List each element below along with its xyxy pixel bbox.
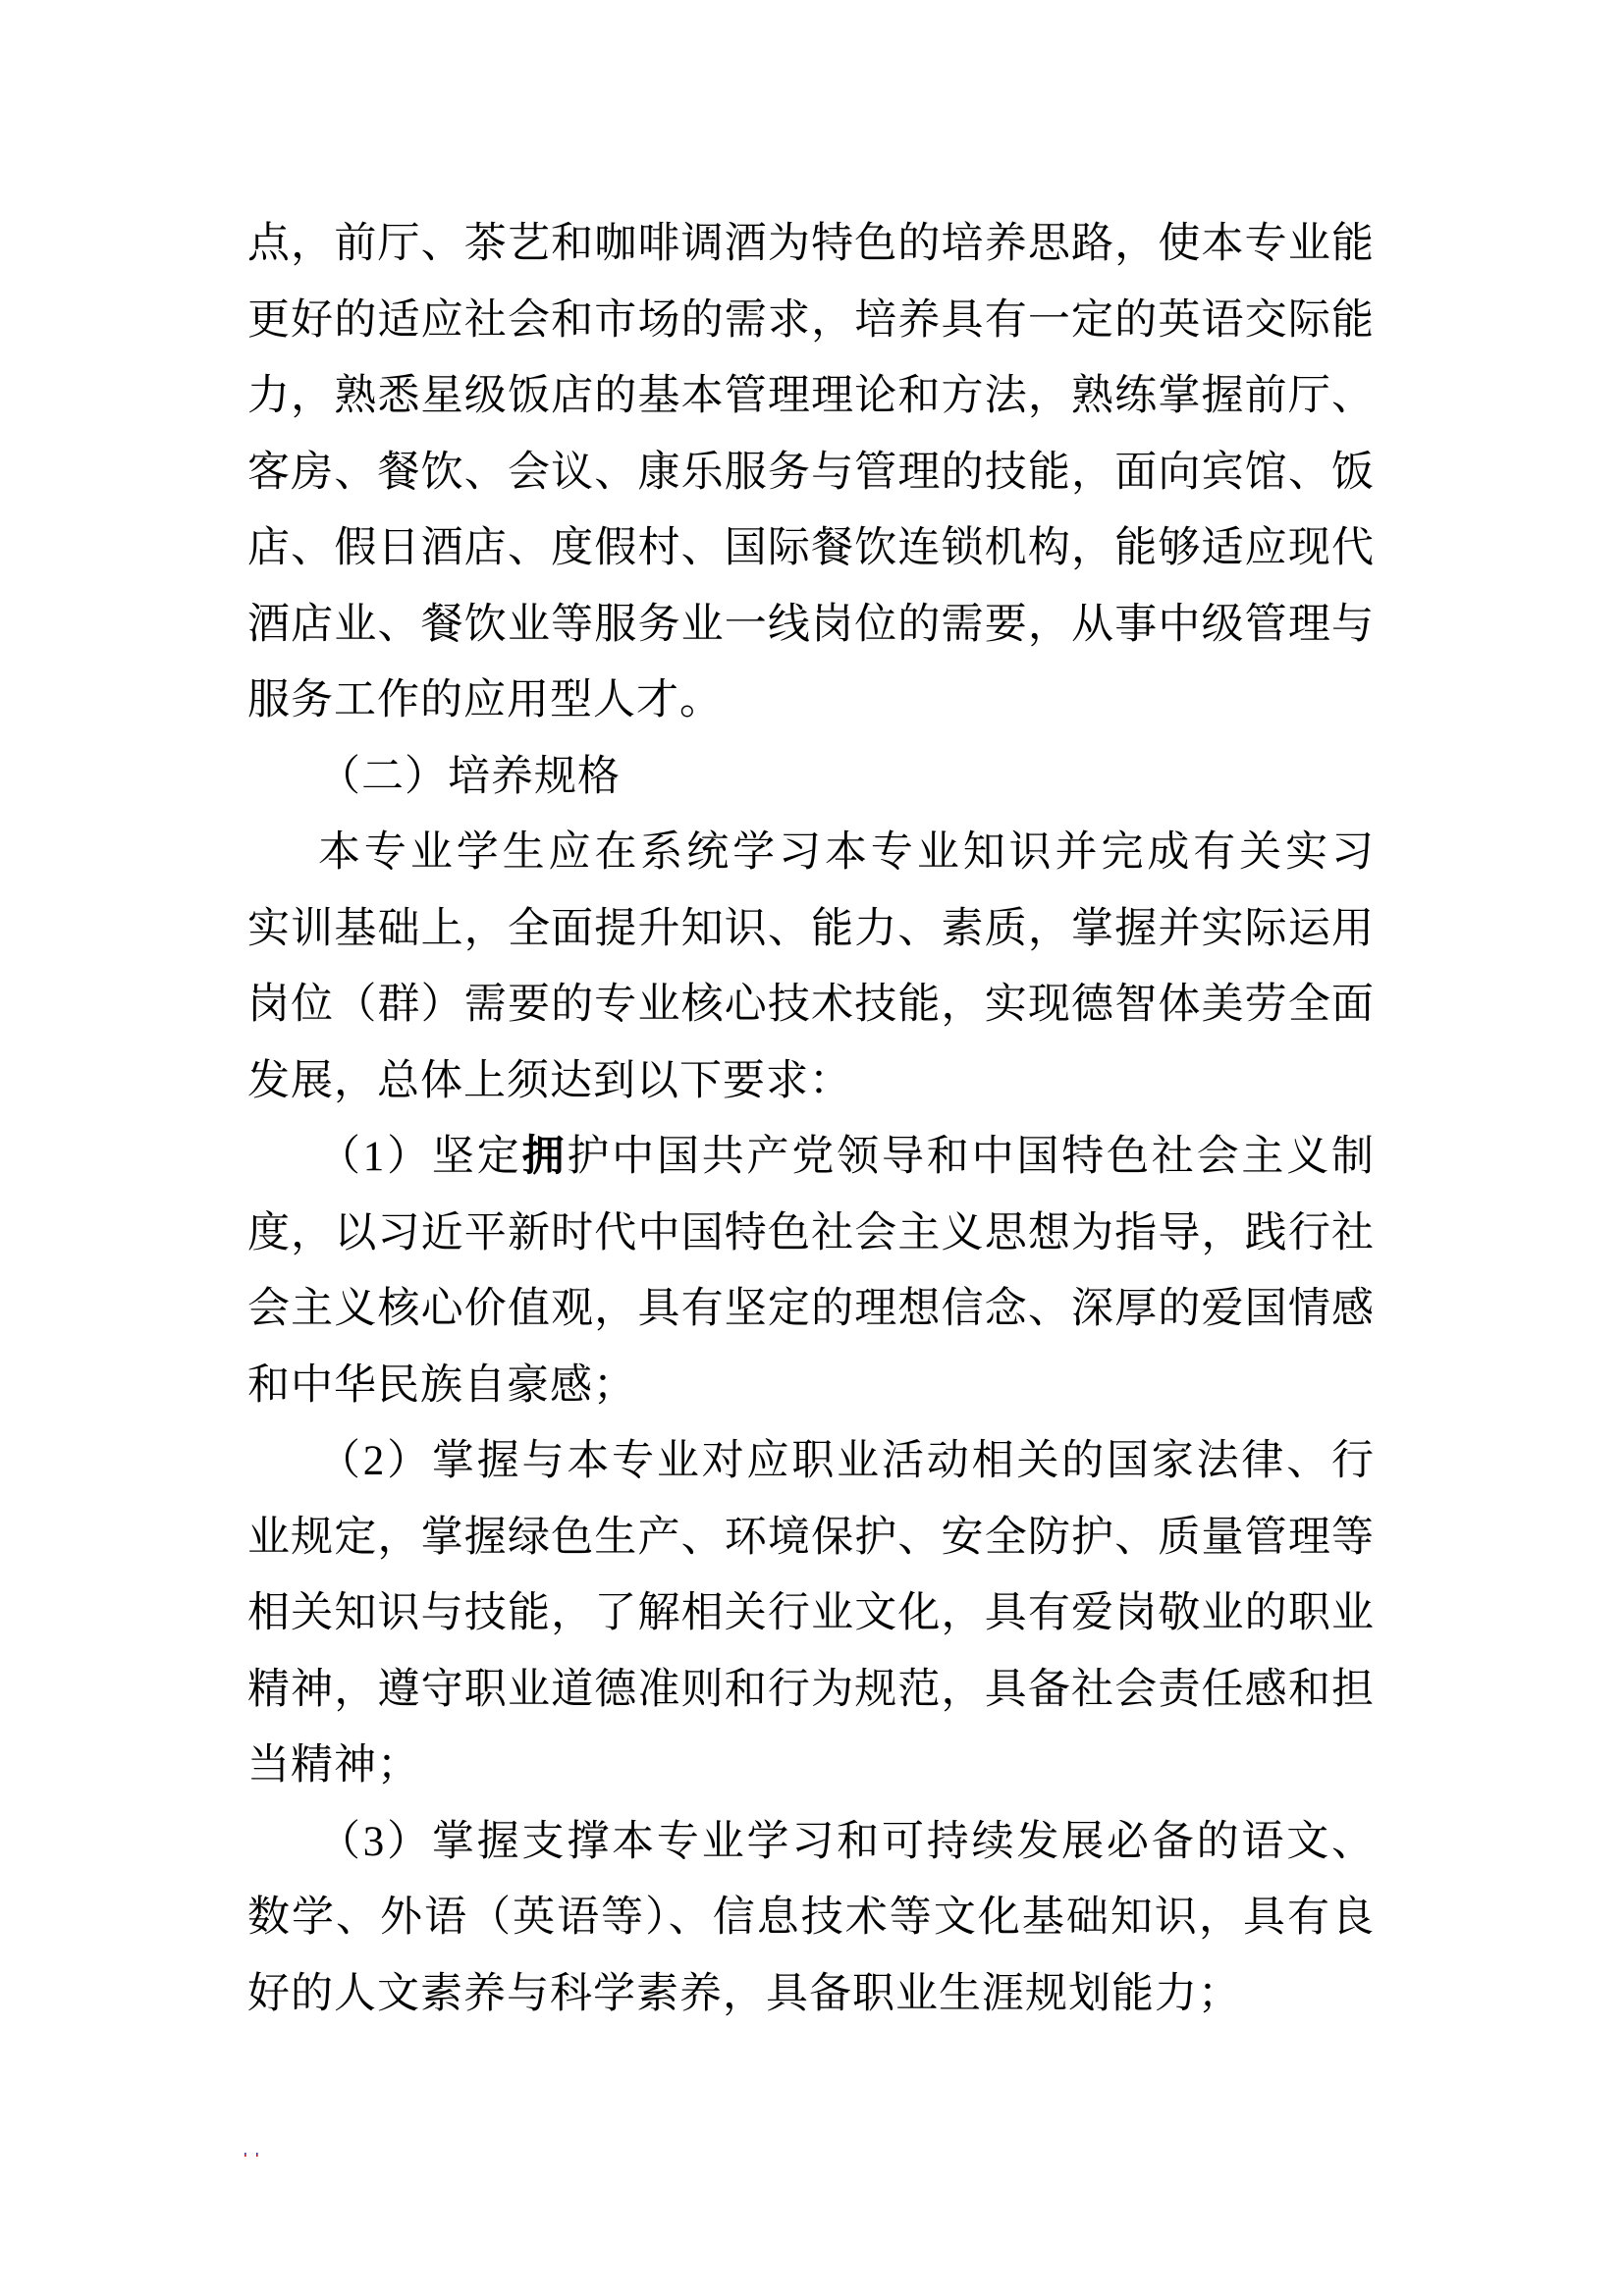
text-segment: 和中华民族自豪感； bbox=[247, 1362, 636, 1409]
document-body bbox=[247, 206, 1375, 2032]
text-line bbox=[247, 358, 1375, 435]
text-line bbox=[247, 1196, 1375, 1272]
text-segment: 实训基础上，全面提升知识、能力、素质，掌握并实际运用 bbox=[247, 905, 1375, 952]
text-line bbox=[247, 1575, 1375, 1652]
text-segment: 力，熟悉星级饭店的基本管理理论和方法，熟练掌握前厅、 bbox=[247, 373, 1375, 419]
text-segment: 数学、外语（英语等）、信息技术等文化基础知识，具有良 bbox=[247, 1895, 1375, 1941]
text-line bbox=[247, 1956, 1375, 2033]
text-segment: （二）培养规格 bbox=[318, 753, 621, 800]
page-bottom-artifact-dots: .. bbox=[242, 2144, 265, 2159]
text-line bbox=[247, 1652, 1375, 1729]
text-line bbox=[247, 1348, 1375, 1424]
text-segment: 业规定，掌握绿色生产、环境保护、安全防护、质量管理等 bbox=[247, 1514, 1375, 1561]
text-segment: 度，以习近平新时代中国特色社会主义思想为指导，践行社 bbox=[247, 1209, 1375, 1256]
text-line bbox=[247, 1043, 1375, 1120]
text-line bbox=[247, 739, 1375, 816]
text-line bbox=[247, 891, 1375, 968]
text-line bbox=[247, 1119, 1375, 1196]
text-line bbox=[247, 967, 1375, 1043]
text-line bbox=[247, 815, 1375, 891]
emphasized-character: 拥 bbox=[521, 1134, 568, 1180]
text-line bbox=[247, 587, 1375, 664]
text-segment: （2）掌握与本专业对应职业活动相关的国家法律、行 bbox=[318, 1438, 1375, 1484]
text-line bbox=[247, 1880, 1375, 1956]
text-segment: 岗位（群）需要的专业核心技术技能，实现德智体美劳全面 bbox=[247, 982, 1375, 1028]
text-line bbox=[247, 1271, 1375, 1348]
text-line bbox=[247, 1423, 1375, 1500]
text-segment: 店、假日酒店、度假村、国际餐饮连锁机构，能够适应现代 bbox=[247, 525, 1375, 571]
text-segment: （3）掌握支撑本专业学习和可持续发展必备的语文、 bbox=[318, 1818, 1375, 1865]
text-segment: 会主义核心价值观，具有坚定的理想信念、深厚的爱国情感 bbox=[247, 1286, 1375, 1332]
text-line bbox=[247, 663, 1375, 739]
text-segment: 护中国共产党领导和中国特色社会主义制 bbox=[567, 1134, 1376, 1180]
text-line bbox=[247, 435, 1375, 511]
text-segment: 相关知识与技能，了解相关行业文化，具有爱岗敬业的职业 bbox=[247, 1590, 1375, 1636]
text-segment: （1）坚定 bbox=[318, 1134, 522, 1180]
text-line bbox=[247, 1804, 1375, 1881]
text-segment: 酒店业、餐饮业等服务业一线岗位的需要，从事中级管理与 bbox=[247, 601, 1375, 648]
text-line bbox=[247, 510, 1375, 587]
text-segment: 当精神； bbox=[247, 1742, 420, 1789]
text-line bbox=[247, 206, 1375, 283]
text-segment: 服务工作的应用型人才。 bbox=[247, 677, 723, 723]
text-segment: 更好的适应社会和市场的需求，培养具有一定的英语交际能 bbox=[247, 296, 1375, 344]
text-segment: 精神，遵守职业道德准则和行为规范，具备社会责任感和担 bbox=[247, 1666, 1375, 1713]
text-line bbox=[247, 283, 1375, 359]
text-segment: 客房、餐饮、会议、康乐服务与管理的技能，面向宾馆、饭 bbox=[247, 449, 1375, 496]
text-line bbox=[247, 1728, 1375, 1804]
text-line bbox=[247, 1500, 1375, 1576]
text-segment: 好的人文素养与科学素养，具备职业生涯规划能力； bbox=[247, 1970, 1241, 2017]
text-segment: 本专业学生应在系统学习本专业知识并完成有关实习 bbox=[318, 829, 1375, 876]
text-segment: 发展，总体上须达到以下要求： bbox=[247, 1057, 852, 1104]
text-segment: 点，前厅、茶艺和咖啡调酒为特色的培养思路，使本专业能 bbox=[247, 221, 1375, 267]
